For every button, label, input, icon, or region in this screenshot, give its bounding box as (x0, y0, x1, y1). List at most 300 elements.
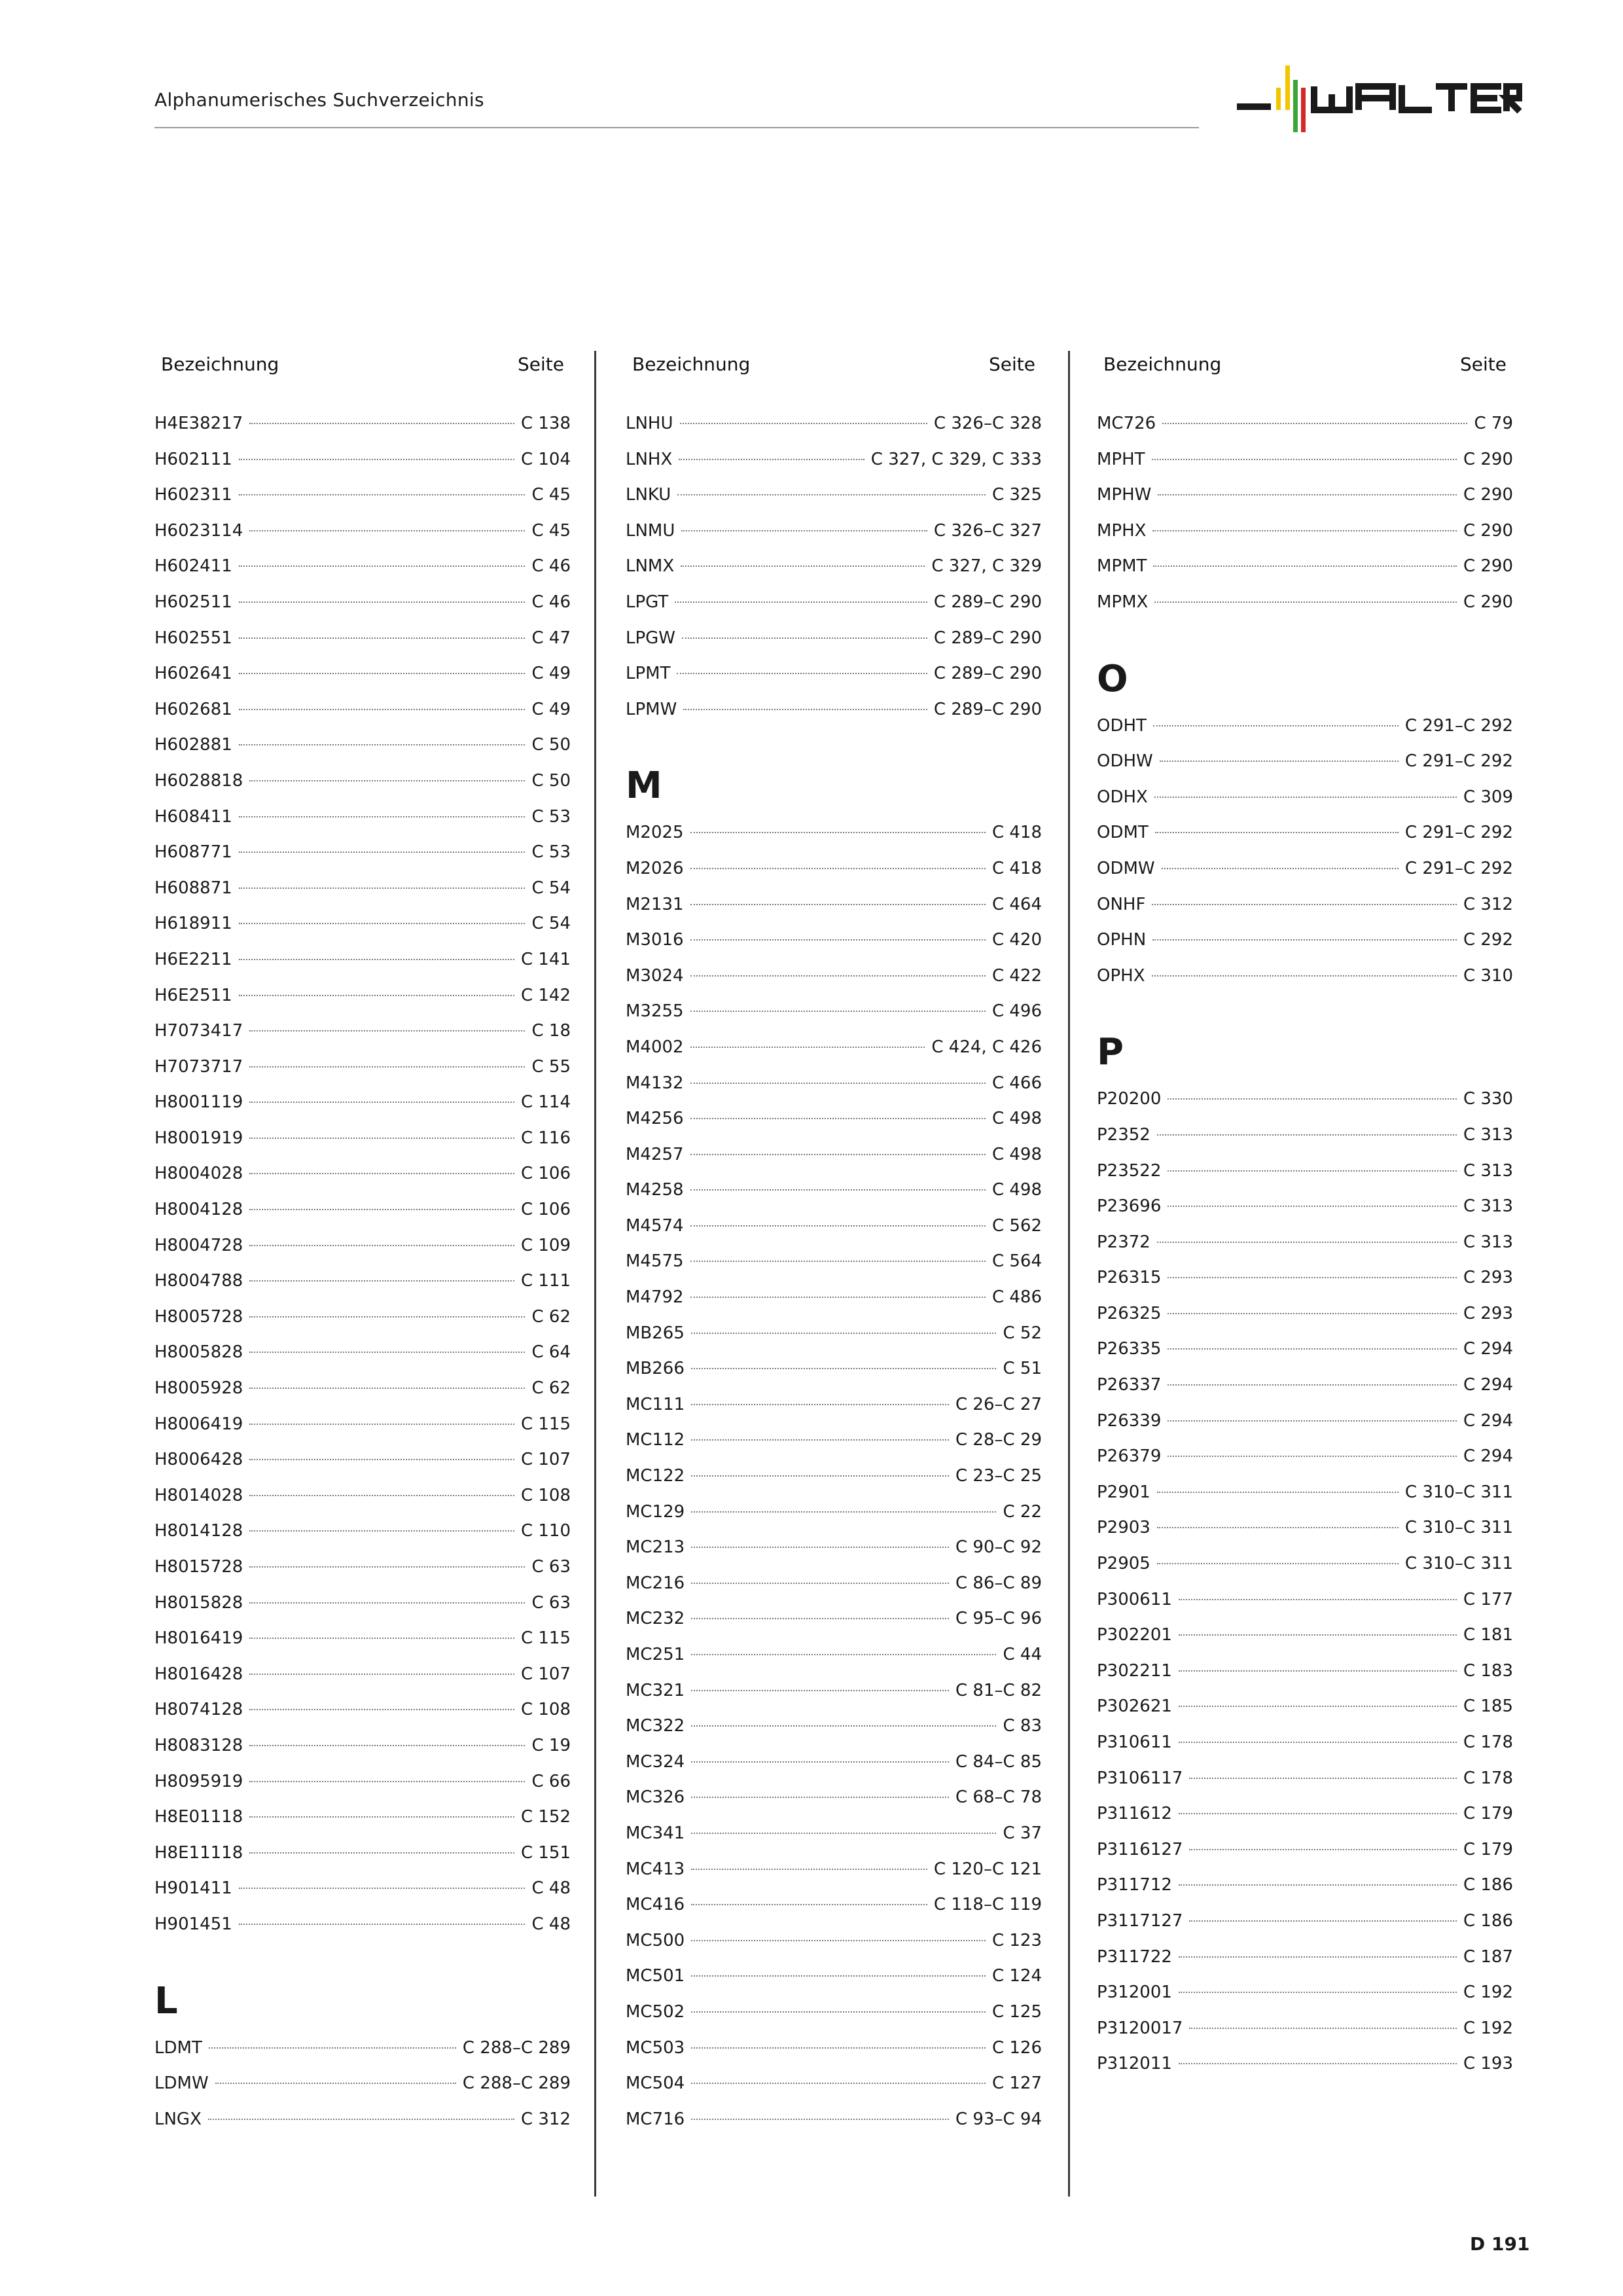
entry-page-ref: C 49 (531, 699, 571, 719)
dot-leader (1152, 904, 1457, 905)
index-entry (626, 1287, 1042, 1323)
index-entry (154, 700, 571, 736)
index-entry (1097, 1732, 1513, 1768)
index-entry (626, 859, 1042, 895)
entry-page-ref: C 63 (531, 1557, 571, 1577)
entry-designation: MPHT (1097, 449, 1145, 469)
entry-designation: M4258 (626, 1180, 684, 1200)
index-entry (154, 1271, 571, 1307)
entry-designation: P302201 (1097, 1625, 1172, 1645)
index-entry (154, 807, 571, 843)
entry-page-ref: C 498 (991, 1180, 1042, 1200)
index-entry (154, 1092, 571, 1128)
entry-designation: P20200 (1097, 1089, 1162, 1109)
index-entry (1097, 1554, 1513, 1590)
entry-designation: MC503 (626, 2037, 685, 2058)
entry-page-ref: C 289–C 290 (933, 592, 1042, 612)
index-entry (626, 1037, 1042, 1073)
column-header (626, 340, 1042, 387)
index-entry (154, 2109, 571, 2145)
entry-page-ref: C 55 (531, 1056, 571, 1077)
entry-designation: LPGW (626, 628, 676, 648)
dot-leader (1179, 1742, 1457, 1743)
entry-designation: LPMT (626, 664, 671, 684)
index-entry (1097, 2054, 1513, 2090)
entry-page-ref: C 289–C 290 (933, 699, 1042, 719)
entry-designation: P2901 (1097, 1482, 1150, 1502)
entry-designation: MC416 (626, 1895, 685, 1915)
entry-designation: P26339 (1097, 1410, 1162, 1431)
entry-page-ref: C 183 (1463, 1660, 1513, 1681)
entry-page-ref: C 19 (531, 1735, 571, 1755)
logo-bar-dark (1237, 103, 1271, 110)
entry-designation: MC111 (626, 1394, 685, 1414)
dot-leader (1152, 975, 1457, 977)
dot-leader (1179, 1956, 1457, 1958)
entry-page-ref: C 48 (531, 1914, 571, 1934)
entry-page-ref: C 313 (1463, 1232, 1513, 1252)
dot-leader (1162, 868, 1399, 869)
dot-leader (690, 1011, 986, 1012)
index-entry (1097, 1232, 1513, 1268)
dot-leader (239, 923, 526, 924)
dot-leader (1157, 1134, 1457, 1136)
entry-page-ref: C 108 (520, 1485, 571, 1505)
entry-page-ref: C 424, C 426 (931, 1037, 1042, 1057)
dot-leader (249, 530, 525, 531)
index-entry (154, 1164, 571, 1200)
entry-page-ref: C 179 (1463, 1804, 1513, 1824)
entry-page-ref: C 46 (531, 556, 571, 577)
dot-leader (1157, 1527, 1399, 1528)
entry-page-ref: C 186 (1463, 1875, 1513, 1895)
entry-page-ref: C 293 (1463, 1303, 1513, 1323)
entry-designation: MC322 (626, 1716, 685, 1736)
index-entry (154, 1521, 571, 1557)
entry-designation: LNMU (626, 520, 675, 541)
entry-designation: H8095919 (154, 1771, 243, 1791)
dot-leader (249, 1530, 514, 1532)
entry-designation: P2903 (1097, 1518, 1150, 1538)
entry-designation: MPHX (1097, 520, 1147, 541)
logo-bar-green (1293, 80, 1298, 132)
entry-designation: H602551 (154, 628, 232, 648)
entry-designation: MC216 (626, 1573, 685, 1593)
entry-designation: LNHX (626, 449, 673, 469)
entry-page-ref: C 37 (1003, 1823, 1042, 1843)
entry-designation: H602881 (154, 735, 232, 755)
entry-page-ref: C 325 (991, 485, 1042, 505)
entry-page-ref: C 192 (1463, 1982, 1513, 2003)
entry-page-ref: C 288–C 289 (462, 2037, 571, 2058)
dot-leader (249, 1745, 525, 1746)
dot-leader (690, 1225, 986, 1227)
index-entry (1097, 1125, 1513, 1161)
dot-leader (249, 1781, 525, 1782)
index-entry (154, 1200, 571, 1236)
dot-leader (691, 1475, 949, 1477)
index-entry (626, 1430, 1042, 1466)
entry-designation: MC501 (626, 1966, 685, 1986)
dot-leader (1179, 1599, 1457, 1600)
entry-page-ref: C 422 (991, 965, 1042, 986)
entry-designation: P311722 (1097, 1946, 1172, 1967)
entry-page-ref: C 290 (1463, 485, 1513, 505)
entry-page-ref: C 291–C 292 (1404, 715, 1513, 736)
entry-page-ref: C 420 (991, 930, 1042, 950)
dot-leader (249, 1674, 514, 1675)
index-entry (626, 1681, 1042, 1717)
index-entry (626, 1216, 1042, 1252)
entry-designation: MC716 (626, 2109, 685, 2129)
index-entry (626, 556, 1042, 592)
index-entry (154, 664, 571, 700)
dot-leader (1160, 761, 1399, 762)
dot-leader (677, 673, 927, 674)
dot-leader (1189, 1778, 1456, 1779)
entry-designation: H6028818 (154, 770, 243, 791)
entry-page-ref: C 142 (520, 985, 571, 1005)
column-divider (594, 351, 596, 2197)
entry-page-ref: C 104 (520, 449, 571, 469)
entry-designation: MPMT (1097, 556, 1147, 577)
column-header-page: Seite (518, 353, 564, 375)
index-entry (154, 1557, 571, 1593)
index-entry (1097, 1982, 1513, 2018)
dot-leader (691, 1797, 949, 1798)
entry-designation: M2131 (626, 894, 684, 914)
index-entry (154, 1414, 571, 1450)
dot-leader (681, 530, 927, 531)
entry-designation: P2905 (1097, 1554, 1150, 1574)
index-entry (1097, 1590, 1513, 1626)
dot-leader (1189, 1849, 1456, 1850)
entry-designation: P26337 (1097, 1375, 1162, 1395)
entry-page-ref: C 291–C 292 (1404, 823, 1513, 843)
dot-leader (675, 601, 927, 603)
entry-page-ref: C 310–C 311 (1404, 1482, 1513, 1502)
index-entry (626, 521, 1042, 557)
entry-designation: P26335 (1097, 1339, 1162, 1359)
entry-designation: H602411 (154, 556, 232, 577)
dot-leader (1179, 1884, 1457, 1886)
logo-bar-red (1301, 88, 1306, 132)
index-entry (626, 966, 1042, 1002)
index-entry (1097, 1482, 1513, 1518)
entry-designation: H8015828 (154, 1592, 243, 1613)
entry-designation: H602641 (154, 664, 232, 684)
entry-designation: LDMW (154, 2073, 209, 2094)
entry-page-ref: C 330 (1463, 1089, 1513, 1109)
entry-designation: H8001919 (154, 1128, 243, 1148)
dot-leader (239, 852, 526, 853)
dot-leader (249, 1066, 525, 1067)
dot-leader (1168, 1313, 1457, 1314)
entry-designation: MPHW (1097, 485, 1152, 505)
entry-designation: H608871 (154, 878, 232, 898)
entry-designation: H4E38217 (154, 414, 243, 433)
entry-page-ref: C 107 (520, 1664, 571, 1684)
index-entry (1097, 1840, 1513, 1876)
entry-page-ref: C 48 (531, 1878, 571, 1899)
entry-designation: MC213 (626, 1537, 685, 1558)
dot-leader (1168, 1098, 1457, 1100)
index-entry (1097, 1304, 1513, 1340)
dot-leader (239, 888, 526, 889)
dot-leader (1168, 1384, 1457, 1386)
dot-leader (249, 1316, 525, 1318)
entry-designation: P312011 (1097, 2054, 1172, 2074)
entry-designation: LNGX (154, 2109, 202, 2129)
entry-designation: H8015728 (154, 1557, 243, 1577)
dot-leader (1168, 1277, 1457, 1278)
entry-page-ref: C 310 (1463, 965, 1513, 986)
dot-leader (1168, 1206, 1457, 1207)
dot-leader (691, 1547, 949, 1548)
entry-designation: H8004028 (154, 1164, 243, 1184)
index-entry (626, 1001, 1042, 1037)
entry-designation: P311712 (1097, 1875, 1172, 1895)
index-entry (154, 1664, 571, 1700)
index-entry (626, 1752, 1042, 1788)
dot-leader (1162, 423, 1467, 424)
entry-page-ref: C 309 (1463, 787, 1513, 807)
index-entry (626, 1395, 1042, 1431)
column-header-page: Seite (1460, 353, 1507, 375)
walter-logo (1237, 62, 1522, 134)
entry-page-ref: C 290 (1463, 592, 1513, 612)
entry-designation: H6E2511 (154, 985, 232, 1005)
entry-page-ref: C 312 (520, 2109, 571, 2129)
dot-leader (690, 1083, 986, 1084)
entry-designation: MC324 (626, 1751, 685, 1772)
dot-leader (239, 1888, 526, 1889)
entry-designation: P2352 (1097, 1124, 1150, 1145)
dot-leader (691, 1761, 949, 1763)
dot-leader (691, 1940, 986, 1941)
entry-designation: H608771 (154, 842, 232, 863)
index-entry (1097, 716, 1513, 752)
entry-page-ref: C 138 (520, 414, 571, 433)
index-entry (626, 930, 1042, 966)
entry-designation: H618911 (154, 914, 232, 934)
index-entry (154, 2073, 571, 2109)
entry-page-ref: C 292 (1463, 930, 1513, 950)
entry-page-ref: C 193 (1463, 2054, 1513, 2074)
entry-designation: ODHX (1097, 787, 1148, 807)
entry-designation: M4574 (626, 1215, 684, 1236)
entry-designation: MC502 (626, 2001, 685, 2022)
entry-page-ref: C 290 (1463, 449, 1513, 469)
column-header-designation: Bezeichnung (161, 353, 279, 375)
index-entry (1097, 1161, 1513, 1197)
section-letter: M (626, 764, 662, 808)
entry-designation: P26315 (1097, 1268, 1162, 1288)
entry-page-ref: C 49 (531, 664, 571, 684)
entry-page-ref: C 313 (1463, 1160, 1513, 1181)
entry-designation: P3116127 (1097, 1839, 1183, 1859)
dot-leader (690, 1297, 986, 1298)
index-entry (626, 823, 1042, 859)
dot-leader (691, 2011, 986, 2013)
index-entry (154, 842, 571, 878)
dot-leader (249, 1638, 514, 1639)
entry-designation: H901451 (154, 1914, 232, 1934)
entry-designation: H8005928 (154, 1378, 243, 1399)
entry-page-ref: C 418 (991, 823, 1042, 843)
entry-page-ref: C 109 (520, 1235, 571, 1255)
dot-leader (691, 1833, 996, 1834)
entry-page-ref: C 110 (520, 1521, 571, 1541)
column-header-designation: Bezeichnung (632, 353, 751, 375)
entry-designation: H901411 (154, 1878, 232, 1899)
entry-page-ref: C 291–C 292 (1404, 858, 1513, 878)
index-entry (1097, 1196, 1513, 1232)
entry-page-ref: C 45 (531, 520, 571, 541)
index-entry (626, 700, 1042, 736)
entry-page-ref: C 81–C 82 (955, 1680, 1042, 1700)
index-column-1 (154, 340, 571, 2145)
dot-leader (690, 975, 986, 977)
index-entry (1097, 1339, 1513, 1375)
index-entry (1097, 1911, 1513, 1947)
index-entry (626, 1537, 1042, 1573)
entry-designation: M3016 (626, 930, 684, 950)
index-entry (154, 2038, 571, 2074)
entry-designation: H8083128 (154, 1735, 243, 1755)
dot-leader (239, 601, 526, 603)
entry-designation: P300611 (1097, 1589, 1172, 1609)
entry-designation: P26325 (1097, 1303, 1162, 1323)
entry-page-ref: C 179 (1463, 1839, 1513, 1859)
entry-designation: MC321 (626, 1680, 685, 1700)
index-entry (154, 1236, 571, 1272)
entry-designation: P310611 (1097, 1732, 1172, 1752)
entry-designation: H8E11118 (154, 1842, 243, 1863)
entry-designation: M4132 (626, 1073, 684, 1093)
dot-leader (249, 1030, 525, 1031)
dot-leader (1179, 1992, 1457, 1993)
dot-leader (249, 1138, 514, 1139)
index-entry (626, 2073, 1042, 2109)
index-entry (154, 1450, 571, 1486)
dot-leader (691, 1654, 996, 1655)
entry-designation: LPMW (626, 699, 677, 719)
entry-page-ref: C 107 (520, 1450, 571, 1470)
entry-designation: P302621 (1097, 1696, 1172, 1717)
entry-page-ref: C 79 (1474, 414, 1513, 433)
entry-designation: H8014128 (154, 1521, 243, 1541)
index-entry (1097, 1518, 1513, 1554)
dot-leader (239, 1924, 526, 1925)
index-entry (1097, 521, 1513, 557)
section-letter: O (1097, 657, 1128, 700)
entry-designation: MPMX (1097, 592, 1149, 612)
entry-designation: P312001 (1097, 1982, 1172, 2003)
entry-designation: M4256 (626, 1109, 684, 1129)
entry-page-ref: C 47 (531, 628, 571, 648)
dot-leader (249, 1459, 514, 1460)
entry-page-ref: C 123 (991, 1930, 1042, 1950)
entry-designation: LNMX (626, 556, 675, 577)
entry-designation: H6023114 (154, 520, 243, 541)
entry-designation: H6E2211 (154, 949, 232, 969)
entry-page-ref: C 83 (1003, 1716, 1042, 1736)
dot-leader (239, 816, 526, 817)
index-entry (1097, 1268, 1513, 1304)
dot-leader (691, 1869, 927, 1870)
entry-designation: MC341 (626, 1823, 685, 1843)
dot-leader (1179, 1634, 1457, 1636)
entry-page-ref: C 95–C 96 (955, 1609, 1042, 1629)
entry-designation: M4257 (626, 1144, 684, 1164)
index-entry (154, 735, 571, 771)
index-entry (626, 1359, 1042, 1395)
entry-designation: P302211 (1097, 1660, 1172, 1681)
dot-leader (691, 1333, 997, 1334)
entry-page-ref: C 290 (1463, 556, 1513, 577)
dot-leader (1168, 1170, 1457, 1172)
entry-page-ref: C 326–C 328 (933, 414, 1042, 433)
dot-leader (691, 1975, 986, 1977)
index-entry (154, 771, 571, 807)
entry-designation: ODMT (1097, 823, 1149, 843)
entry-page-ref: C 178 (1463, 1732, 1513, 1752)
dot-leader (691, 1511, 996, 1513)
index-entry (1097, 1875, 1513, 1911)
entry-page-ref: C 111 (520, 1271, 571, 1291)
entry-page-ref: C 22 (1003, 1501, 1042, 1522)
entry-page-ref: C 63 (531, 1592, 571, 1613)
dot-leader (677, 494, 986, 495)
entry-page-ref: C 185 (1463, 1696, 1513, 1717)
entry-designation: H8016419 (154, 1628, 243, 1649)
entry-designation: H608411 (154, 806, 232, 827)
dot-leader (239, 637, 526, 639)
index-entry (154, 628, 571, 664)
page-title: Alphanumerisches Suchverzeichnis (154, 89, 484, 111)
dot-leader (1152, 530, 1456, 531)
entry-page-ref: C 562 (991, 1215, 1042, 1236)
entry-designation: LPGT (626, 592, 669, 612)
column-divider (1068, 351, 1070, 2197)
dot-leader (249, 1245, 514, 1246)
dot-leader (249, 1816, 514, 1818)
logo-wordmark (1314, 85, 1520, 111)
entry-designation: P23696 (1097, 1196, 1162, 1217)
entry-page-ref: C 326–C 327 (933, 520, 1042, 541)
entry-designation: LNKU (626, 485, 671, 505)
entry-page-ref: C 313 (1463, 1124, 1513, 1145)
entry-page-ref: C 66 (531, 1771, 571, 1791)
entry-page-ref: C 90–C 92 (955, 1537, 1042, 1558)
entry-designation: ODHT (1097, 715, 1147, 736)
logo-bar-yellow-tall (1285, 65, 1290, 110)
dot-leader (690, 1047, 925, 1048)
index-entry (154, 521, 571, 557)
index-entry (154, 1700, 571, 1736)
entry-page-ref: C 68–C 78 (955, 1787, 1042, 1808)
dot-leader (1157, 1242, 1457, 1243)
entry-page-ref: C 291–C 292 (1404, 751, 1513, 772)
entry-designation: H8004788 (154, 1271, 243, 1291)
entry-designation: MB265 (626, 1323, 685, 1343)
entry-page-ref: C 26–C 27 (955, 1394, 1042, 1414)
entry-page-ref: C 44 (1003, 1645, 1042, 1664)
dot-leader (239, 459, 514, 460)
dot-leader (1168, 1348, 1457, 1350)
entry-page-ref: C 313 (1463, 1196, 1513, 1217)
